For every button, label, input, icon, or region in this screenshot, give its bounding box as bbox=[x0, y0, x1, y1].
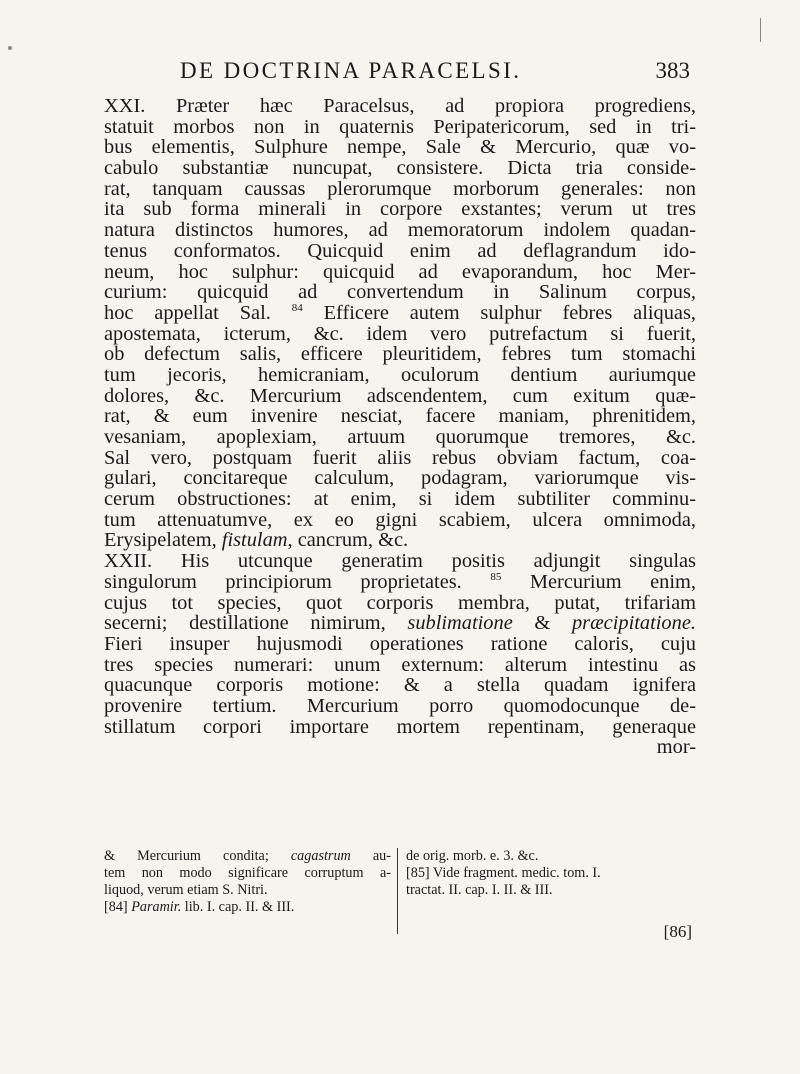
text-line: curium: quicquid ad convertendum in Salinum corpus, bbox=[104, 281, 696, 304]
text-run: & Mercurium condita; bbox=[104, 848, 291, 864]
text-line: rat, tanquam caussas plerorumque morborum generales: non bbox=[104, 177, 696, 200]
running-title: DE DOCTRINA PARACELSI. bbox=[180, 58, 522, 83]
italic-text: fistulam bbox=[221, 529, 288, 552]
text-line bbox=[104, 572, 696, 593]
text-line: ob defectum salis, efficere pleuritidem, febres tum stomachi bbox=[104, 343, 696, 366]
italic-text: cagastrum bbox=[290, 848, 351, 864]
text-line bbox=[104, 530, 696, 551]
text-line: cujus tot species, quot corporis membra, putat, trifariam bbox=[104, 591, 696, 614]
text-line: XXII. His utcunque generatim positis adjungit singulas bbox=[104, 550, 696, 573]
footnote-divider bbox=[397, 848, 398, 934]
running-header bbox=[180, 58, 690, 92]
text-run: & bbox=[512, 612, 572, 635]
text-line: neum, hoc sulphur: quicquid ad evaporandum, hoc Mer- bbox=[104, 260, 696, 283]
italic-text: sublimatione bbox=[407, 612, 513, 635]
footnote-column-left bbox=[104, 848, 391, 916]
margin-stroke bbox=[760, 18, 761, 42]
text-line: rat, & eum invenire nesciat, facere maniam, phrenitidem, bbox=[104, 405, 696, 428]
text-run: singulorum principiorum proprietates. bbox=[104, 570, 491, 593]
text-line: apostemata, icterum, &c. idem vero putrefactum si fuerit, bbox=[104, 322, 696, 345]
footnote-line bbox=[104, 899, 391, 916]
text-run: Mercurium enim, bbox=[501, 570, 697, 593]
margin-speck bbox=[8, 46, 12, 50]
text-line: Fieri insuper hujusmodi operationes ratione caloris, cuju bbox=[104, 632, 696, 655]
text-run: secerni; destillatione nimirum, bbox=[104, 612, 408, 635]
text-run: , cancrum, &c. bbox=[287, 529, 409, 552]
text-line: dolores, &c. Mercurium adscendentem, cum exitum quæ- bbox=[104, 384, 696, 407]
footnote-reference: 84 bbox=[291, 302, 303, 315]
text-run: lib. I. cap. II. & III. bbox=[181, 899, 295, 915]
text-run: hoc appellat Sal. bbox=[104, 301, 292, 324]
main-text bbox=[104, 96, 696, 758]
footnote-line: liquod, verum etiam S. Nitri. bbox=[104, 882, 268, 898]
footnote-reference: 85 bbox=[490, 571, 502, 584]
footnote-line: de orig. morb. e. 3. &c. bbox=[406, 848, 539, 864]
text-line: Sal vero, postquam fuerit aliis rebus obviam factum, coa- bbox=[104, 446, 696, 469]
signature-mark: [86] bbox=[663, 922, 692, 941]
italic-text: Paramir. bbox=[131, 899, 182, 915]
text-line: bus elementis, Sulphure nempe, Sale & Mercurio, quæ vo- bbox=[104, 136, 696, 159]
text-line: tenus conformatos. Quicquid enim ad deflagrandum ido- bbox=[104, 239, 696, 262]
text-line: statuit morbos non in quaternis Peripatericorum, sed in tri- bbox=[104, 115, 696, 138]
text-line: ita sub forma minerali in corpore exstantes; verum ut tres bbox=[104, 198, 696, 221]
footnote-line bbox=[104, 848, 391, 865]
text-run: au- bbox=[350, 848, 391, 864]
italic-text: præcipitatione. bbox=[571, 612, 696, 635]
text-line: tres species numerari: unum externum: alterum intestinu as bbox=[104, 653, 696, 676]
text-line bbox=[104, 613, 696, 634]
text-line: cabulo substantiæ nuncupat, consistere. Dicta tria conside- bbox=[104, 157, 696, 180]
footnote-line: tem non modo significare corruptum a- bbox=[104, 865, 391, 881]
text-line bbox=[104, 303, 696, 324]
text-line: XXI. Præter hæc Paracelsus, ad propiora progrediens, bbox=[104, 95, 696, 117]
text-line: cerum obstructiones: at enim, si idem subtiliter comminu- bbox=[104, 488, 696, 511]
text-line: vesaniam, apoplexiam, artuum quorumque tremores, &c. bbox=[104, 426, 696, 448]
page-number: 383 bbox=[655, 58, 690, 83]
footnotes bbox=[104, 848, 696, 938]
text-line: natura distinctos humores, ad memoratorum indolem quadan- bbox=[104, 219, 696, 242]
text-line: quacunque corporis motione: & a stella quadam ignifera bbox=[104, 674, 696, 697]
text-line: tum attenuatumve, ex eo gigni scabiem, ulcera omnimoda, bbox=[104, 508, 696, 531]
text-run: [84] bbox=[104, 899, 132, 915]
text-line: stillatum corpori importare mortem repentinam, generaque bbox=[104, 715, 696, 738]
text-line: gulari, concitareque calculum, podagram, variorumque vis- bbox=[104, 467, 696, 490]
text-line: provenire tertium. Mercurium porro quomodocunque de- bbox=[104, 694, 696, 717]
text-line: tum jecoris, hemicraniam, oculorum dentium auriumque bbox=[104, 363, 696, 386]
footnote-line: [85] Vide fragment. medic. tom. I. bbox=[406, 865, 601, 881]
footnote-column-right bbox=[406, 848, 696, 899]
footnote-line: tractat. II. cap. I. II. & III. bbox=[406, 882, 553, 898]
text-run: Erysipelatem, bbox=[104, 529, 222, 552]
text-line: mor- bbox=[656, 736, 696, 759]
text-run: Efficere autem sulphur febres aliquas, bbox=[302, 301, 696, 324]
